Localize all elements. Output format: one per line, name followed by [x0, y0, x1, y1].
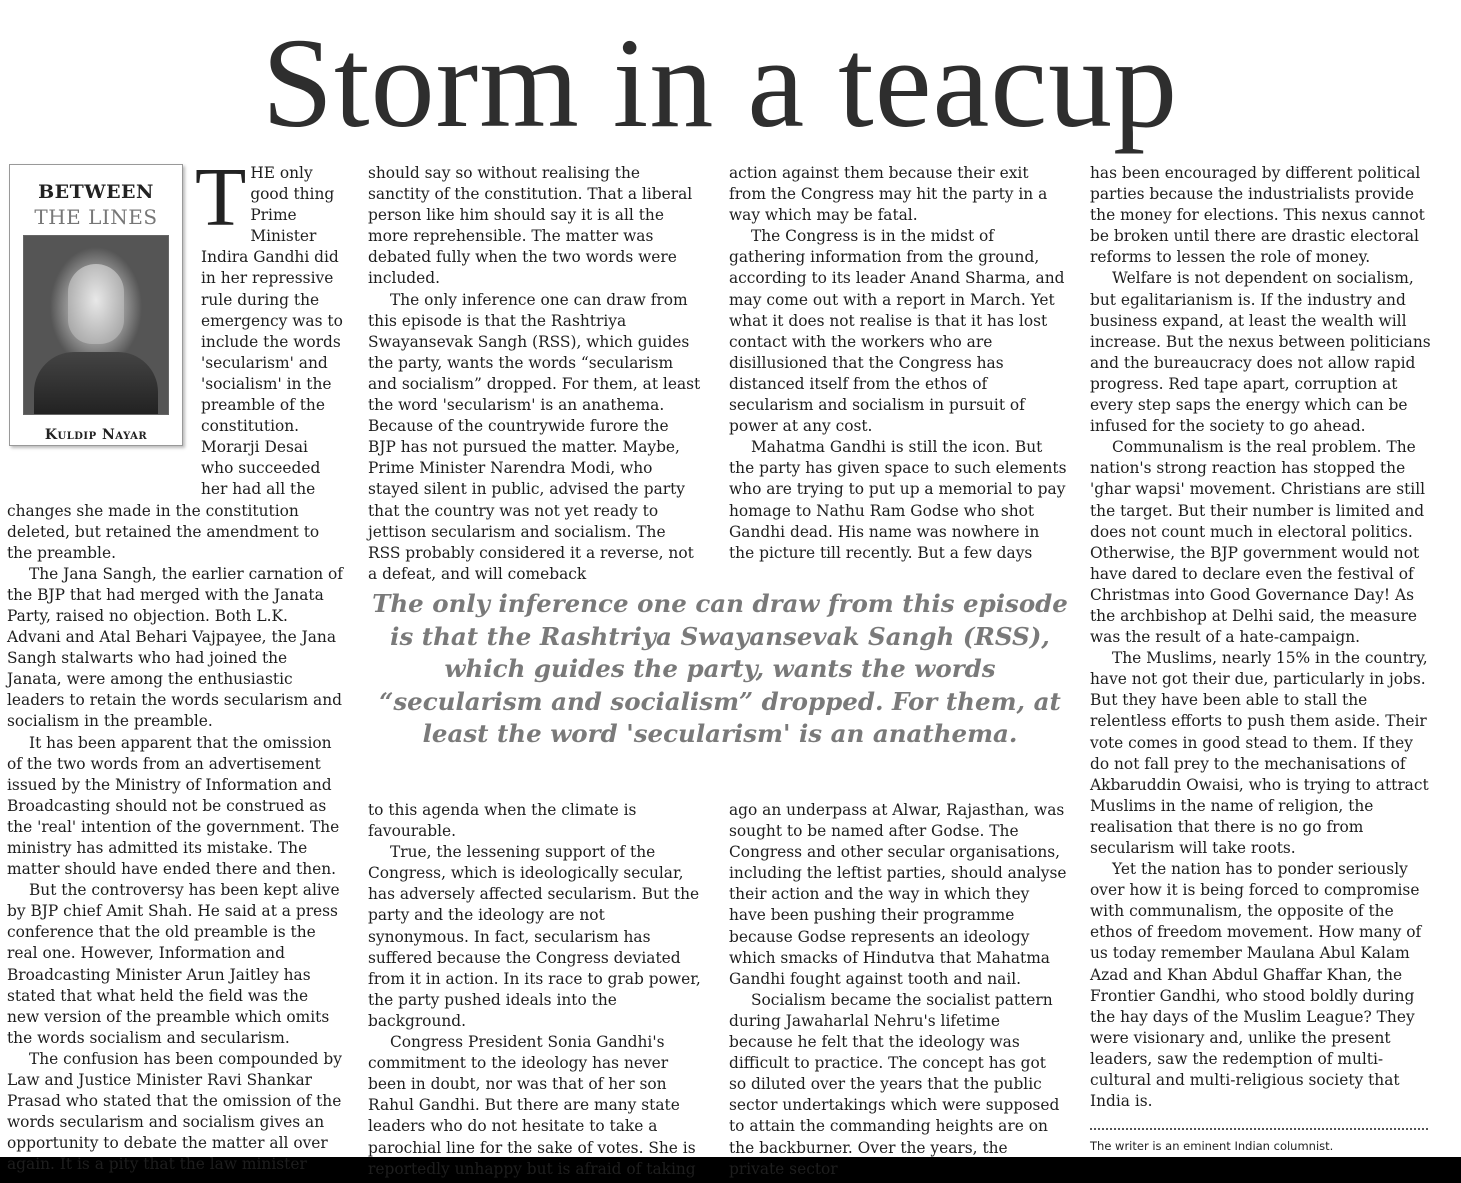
article-column-3-top — [729, 163, 1067, 564]
paragraph: The confusion has been compounded by Law and Justice Minister Ravi Shankar Prasad who stated that the omission of the words secularism and socialism gives an opportunity to debate the matter all over again. It is a pity that the law minister — [7, 1049, 342, 1174]
paragraph: The Congress is in the midst of gathering information from the ground, according to its leader Anand Sharma, and may come out with a report in March. Yet what it does not realise is that it has lost contact with the workers who are disillusioned that the Congress has distanced itself from the ethos of secularism and socialism in pursuit of power at any cost. — [729, 227, 1065, 436]
paragraph: The Muslims, nearly 15% in the country, have not got their due, particularly in jobs. But they have been able to stall the relentless efforts to push them aside. Their vote comes in good stead to them. If they do not fall prey to the mechanisations of Akbaruddin Owaisi, who is trying to attract Muslims in the name of religion, the realisation that there is no go from secularism will take roots. — [1090, 649, 1429, 857]
article-column-2-top — [368, 163, 701, 585]
author-name: Kuldip Nayar — [44, 427, 148, 443]
paragraph: The only inference one can draw from this episode is that the Rashtriya Swayansevak Sangh (RSS), which guides the party, wants the words “secularism and socialism” dropped. For them, at least the word 'secularism' is an anathema. Because of the countrywide furore the BJP has not pursued the matter. Maybe, Prime Minister Narendra Modi, who stayed silent in public, advised the party that the country was not yet ready to jettison secularism and socialism. The RSS probably considered it a reverse, not a defeat, and will comeback — [368, 290, 701, 583]
footnote: The writer is an eminent Indian columnist. — [1090, 1139, 1334, 1153]
paragraph: Communalism is the real problem. The nation's strong reaction has stopped the 'ghar wapsi' movement. Christians are still the target. But their number is limited and does not count much in electoral politics. Otherwise, the BJP government would not have dared to declare even the festival of Christmas into Good Governance Day! As the archbishop at Delhi said, the measure was the result of a hate-campaign. — [1090, 438, 1426, 647]
paragraph: It has been apparent that the omission of the two words from an advertisement issued by the Ministry of Information and Broadcasting should not be construed as the 'real' intention of the government. The ministry has admitted its mistake. The matter should have ended there and then. — [7, 733, 340, 879]
headline: Storm in a teacup — [261, 12, 1179, 154]
article-column-2-bottom — [368, 800, 701, 1180]
paragraph: But the controversy has been kept alive by BJP chief Amit Shah. He said at a press conference that the old preamble is the real one. However, Information and Broadcasting Minister Arun Jaitley has stated that what held the field was the new version of the preamble which omits the words socialism and secularism. — [7, 881, 340, 1047]
paragraph: action against them because their exit from the Congress may hit the party in a way which may be fatal. — [729, 164, 1048, 225]
paragraph: to this agenda when the climate is favourable. — [368, 801, 637, 841]
paragraph: Socialism became the socialist pattern during Jawaharlal Nehru's lifetime because he felt that the ideology was difficult to practice. The concept has got so diluted over the years that the public sector undertakings which were supposed to attain the commanding heights are on the backburner. Over the years, the private sector — [729, 990, 1060, 1178]
box-spacer — [7, 163, 201, 485]
paragraph: True, the lessening support of the Congress, which is ideologically secular, has adversely affected secularism. But the party and the ideology are not synonymous. In fact, secularism has suffered because the Congress deviated from it in action. In its race to grab power, the party pushed ideals into the background. — [368, 843, 701, 1030]
footnote-divider — [1090, 1128, 1428, 1130]
drop-cap: T — [195, 151, 247, 244]
paragraph: should say so without realising the sanctity of the constitution. That a liberal person like him should say it is all the more reprehensible. The matter was debated fully when the two words were included. — [368, 164, 693, 288]
paragraph: ago an underpass at Alwar, Rajasthan, was sought to be named after Godse. The Congress and other secular organisations, including the leftist parties, should analyse their action and the way in which they have been pushing their programme because Godse represents an ideology which smacks of Hindutva that Mahatma Gandhi fought against tooth and nail. — [729, 801, 1067, 988]
paragraph: Congress President Sonia Gandhi's commitment to the ideology has never been in doubt, nor was that of her son Rahul Gandhi. But there are many state leaders who do not hesitate to take a parochial line for the sake of votes. She is reportedly unhappy but is afraid of taking — [368, 1033, 696, 1178]
column-label-bottom: THE LINES — [34, 205, 158, 229]
article-column-1 — [7, 151, 345, 1176]
paragraph: The Jana Sangh, the earlier carnation of the BJP that had merged with the Janata Party, raised no objection. Both L.K. Advani and Atal Behari Vajpayee, the Jana Sangh stalwarts who had joined the Janata, were among the enthusiastic leaders to retain the words secularism and socialism in the preamble. — [7, 564, 344, 731]
paragraph: Yet the nation has to ponder seriously over how it is being forced to compromise with communalism, the opposite of the ethos of freedom movement. How many of us today remember Maulana Abul Kalam Azad and Khan Abdul Ghaffar Khan, the Frontier Gandhi, who stood boldly during the hay days of the Muslim League? They were visionary and, unlike the present leaders, saw the redemption of multi-cultural and multi-religious society that India is. — [1090, 860, 1422, 1111]
article-column-4 — [1090, 163, 1432, 1112]
paragraph: Welfare is not dependent on socialism, but egalitarianism is. If the industry and business expand, at least the wealth will increase. But the nexus between politicians and the bureaucracy does not allow rapid progress. Red tape apart, corruption at every step saps the energy which can be infused for the society to go ahead. — [1090, 269, 1431, 436]
paragraph: Mahatma Gandhi is still the icon. But the party has given space to such elements who are trying to put up a memorial to pay homage to Nathu Ram Godse who shot Gandhi dead. His name was nowhere in the picture till recently. But a few days — [729, 438, 1067, 562]
column-label-top: BETWEEN — [38, 181, 154, 203]
article-column-3-bottom — [729, 800, 1067, 1180]
paragraph: THE only good thing Prime Minister Indira Gandhi did in her repressive rule during the emergency was to include the words 'secularism' and 'socialism' in the preamble of the constitution. Morarji Desai who succeeded her had all the changes she made in the constitution deleted, but retained the amendment to the preamble. — [7, 151, 343, 562]
pull-quote: The only inference one can draw from this episode is that the Rashtriya Swayansevak Sangh (RSS), which guides the party, wants the words “secularism and socialism” dropped. For them, at least the word 'secularism' is an anathema. — [370, 588, 1070, 760]
paragraph: has been encouraged by different political parties because the industrialists provide the money for elections. This nexus cannot be broken until there are drastic electoral reforms to lessen the role of money. — [1090, 164, 1425, 267]
